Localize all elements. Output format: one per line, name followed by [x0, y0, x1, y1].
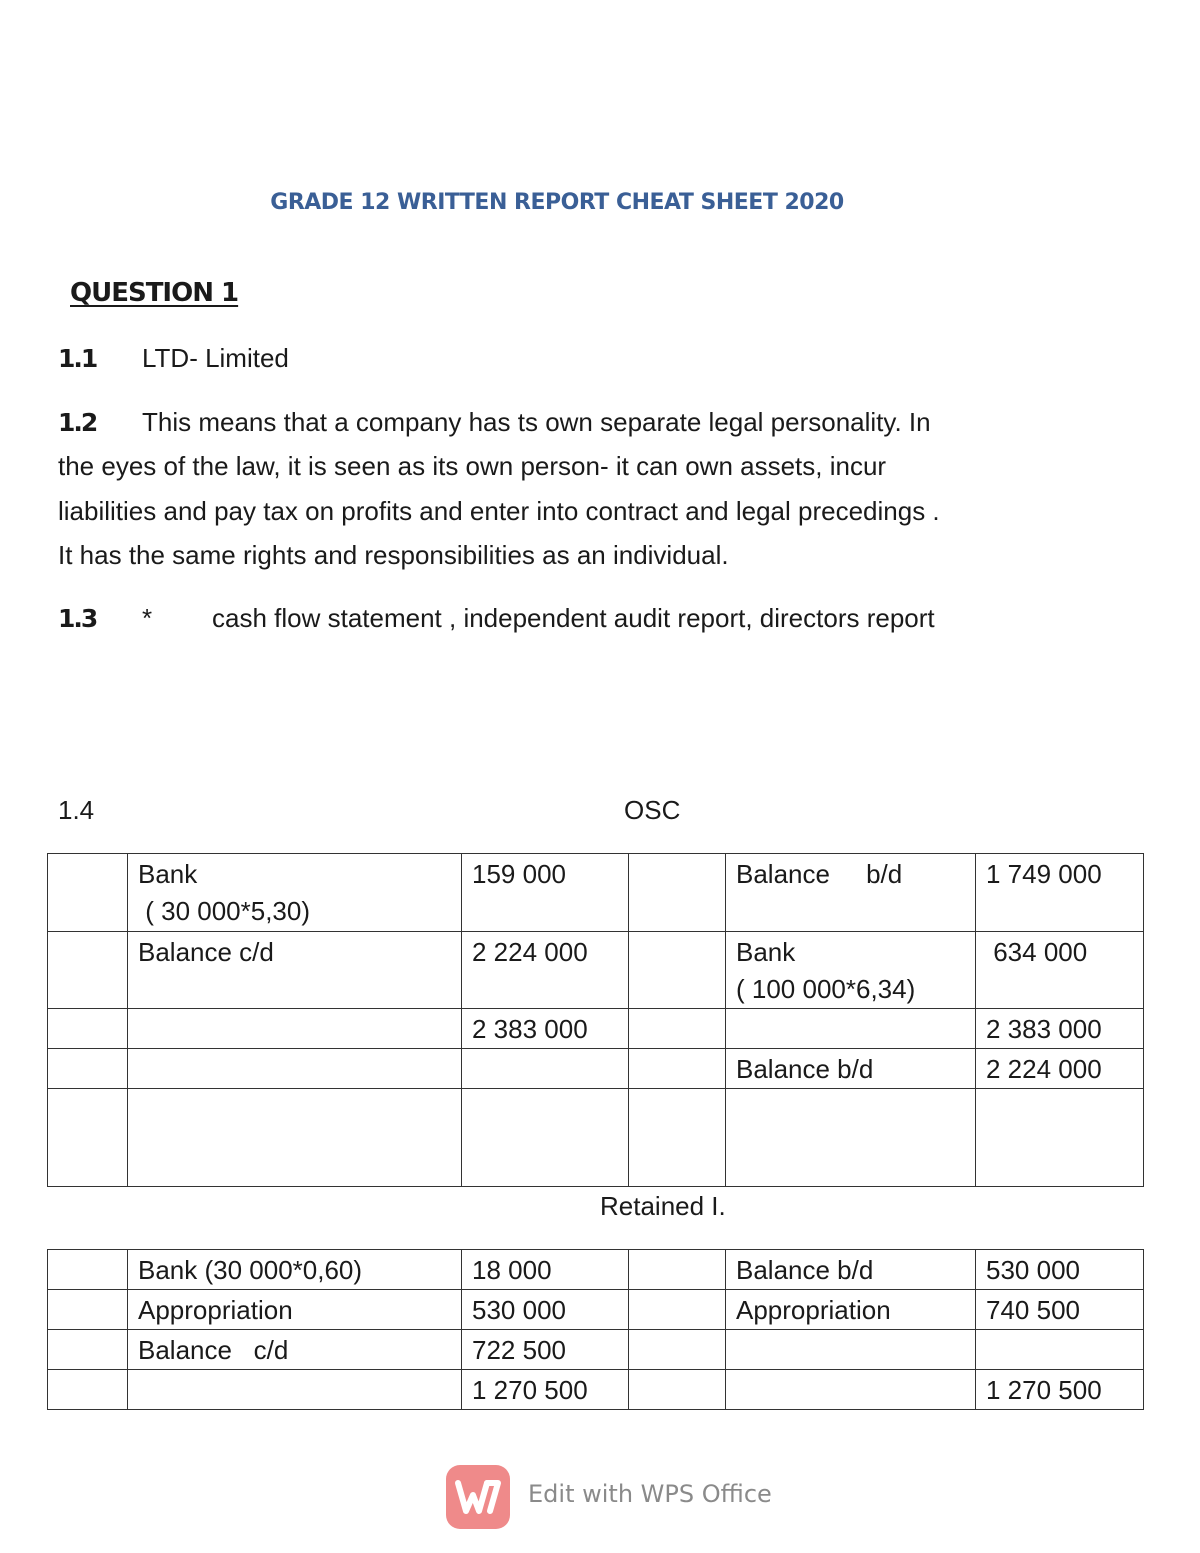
question-heading: QUESTION 1 [70, 278, 239, 308]
dr-details-cell: Appropriation [128, 1290, 462, 1330]
osc-title: OSC [624, 795, 681, 825]
table-row [48, 854, 1144, 932]
cr-date-cell [629, 854, 726, 932]
table-row [48, 1089, 1144, 1187]
cr-date-cell [629, 1290, 726, 1330]
dr-amount-cell: 18 000 [462, 1250, 629, 1290]
cr-date-cell [629, 1370, 726, 1410]
answer-1-2-line-3: liabilities and pay tax on profits and enter into contract and legal precedings . [58, 496, 940, 526]
dr-total-cell: 2 383 000 [462, 1009, 629, 1049]
dr-date-cell [48, 932, 128, 1009]
answer-1-2-line-1: This means that a company has ts own separate legal personality. In [142, 407, 931, 437]
dr-details-cell: Balance c/d [128, 1330, 462, 1370]
cr-date-cell [629, 1049, 726, 1089]
dr-date-cell [48, 854, 128, 932]
dr-details-cell: Balance c/d [128, 932, 462, 1009]
cr-amount-cell: 530 000 [976, 1250, 1144, 1290]
dr-details-cell: Bank ( 30 000*5,30) [128, 854, 462, 932]
cr-amount-cell: 740 500 [976, 1290, 1144, 1330]
cr-details-cell: Balance b/d [726, 1049, 976, 1089]
answer-number: 1.1 [58, 344, 97, 373]
table-row [48, 932, 1144, 1009]
cr-amount-cell: 2 224 000 [976, 1049, 1144, 1089]
cr-amount-cell [976, 1330, 1144, 1370]
dr-amount-cell [462, 1049, 629, 1089]
dr-date-cell [48, 1089, 128, 1187]
section-1-4-label: 1.4 [58, 795, 95, 825]
table-row [48, 1049, 1144, 1089]
cr-amount-cell [976, 1089, 1144, 1187]
wps-w-glyph-icon [446, 1465, 510, 1529]
cr-amount-cell: 1 749 000 [976, 854, 1144, 932]
dr-date-cell [48, 1049, 128, 1089]
answer-1-3-number: 1.3 [58, 604, 97, 633]
dr-details-cell [128, 1049, 462, 1089]
answer-1-1 [58, 336, 96, 382]
dr-date-cell [48, 1330, 128, 1370]
table-row [48, 1290, 1144, 1330]
table-row [48, 1250, 1144, 1290]
dr-amount-cell: 159 000 [462, 854, 629, 932]
answer-1-2-number: 1.2 [58, 408, 97, 437]
cr-total-cell: 1 270 500 [976, 1370, 1144, 1410]
table-row [48, 1330, 1144, 1370]
cr-amount-cell: 634 000 [976, 932, 1144, 1009]
cr-details-cell: Bank ( 100 000*6,34) [726, 932, 976, 1009]
dr-date-cell [48, 1370, 128, 1410]
answer-1-3-text: cash flow statement , independent audit report, directors report [212, 603, 935, 633]
cr-details-cell: Balance b/d [726, 1250, 976, 1290]
cr-date-cell [629, 1330, 726, 1370]
dr-details-cell [128, 1370, 462, 1410]
bullet: * [142, 603, 153, 633]
cr-details-cell [726, 1009, 976, 1049]
cr-details-cell [726, 1370, 976, 1410]
retained-ledger-table [47, 1249, 1144, 1410]
dr-amount-cell: 530 000 [462, 1290, 629, 1330]
cr-details-cell [726, 1330, 976, 1370]
page-title: GRADE 12 WRITTEN REPORT CHEAT SHEET 2020 [270, 190, 844, 215]
osc-ledger-table [47, 853, 1144, 1187]
dr-date-cell [48, 1009, 128, 1049]
cr-total-cell: 2 383 000 [976, 1009, 1144, 1049]
table-row [48, 1370, 1144, 1410]
wps-edit-link[interactable]: Edit with WPS Office [528, 1480, 772, 1508]
cr-details-cell: Appropriation [726, 1290, 976, 1330]
dr-details-cell [128, 1009, 462, 1049]
answer-1-2-line-2: the eyes of the law, it is seen as its own person- it can own assets, incur [58, 451, 887, 481]
cr-date-cell [629, 932, 726, 1009]
dr-amount-cell [462, 1089, 629, 1187]
cr-details-cell [726, 1089, 976, 1187]
cr-date-cell [629, 1009, 726, 1049]
dr-date-cell [48, 1250, 128, 1290]
dr-date-cell [48, 1290, 128, 1330]
cr-details-cell: Balance b/d [726, 854, 976, 932]
dr-amount-cell: 2 224 000 [462, 932, 629, 1009]
cr-date-cell [629, 1250, 726, 1290]
dr-details-cell: Bank (30 000*0,60) [128, 1250, 462, 1290]
answer-1-2-line-4: It has the same rights and responsibilities as an individual. [58, 540, 729, 570]
dr-details-cell [128, 1089, 462, 1187]
retained-title: Retained I. [600, 1191, 726, 1221]
wps-logo-icon[interactable] [446, 1465, 510, 1529]
cr-date-cell [629, 1089, 726, 1187]
table-row [48, 1009, 1144, 1049]
dr-total-cell: 1 270 500 [462, 1370, 629, 1410]
dr-amount-cell: 722 500 [462, 1330, 629, 1370]
answer-text: LTD- Limited [142, 343, 289, 373]
